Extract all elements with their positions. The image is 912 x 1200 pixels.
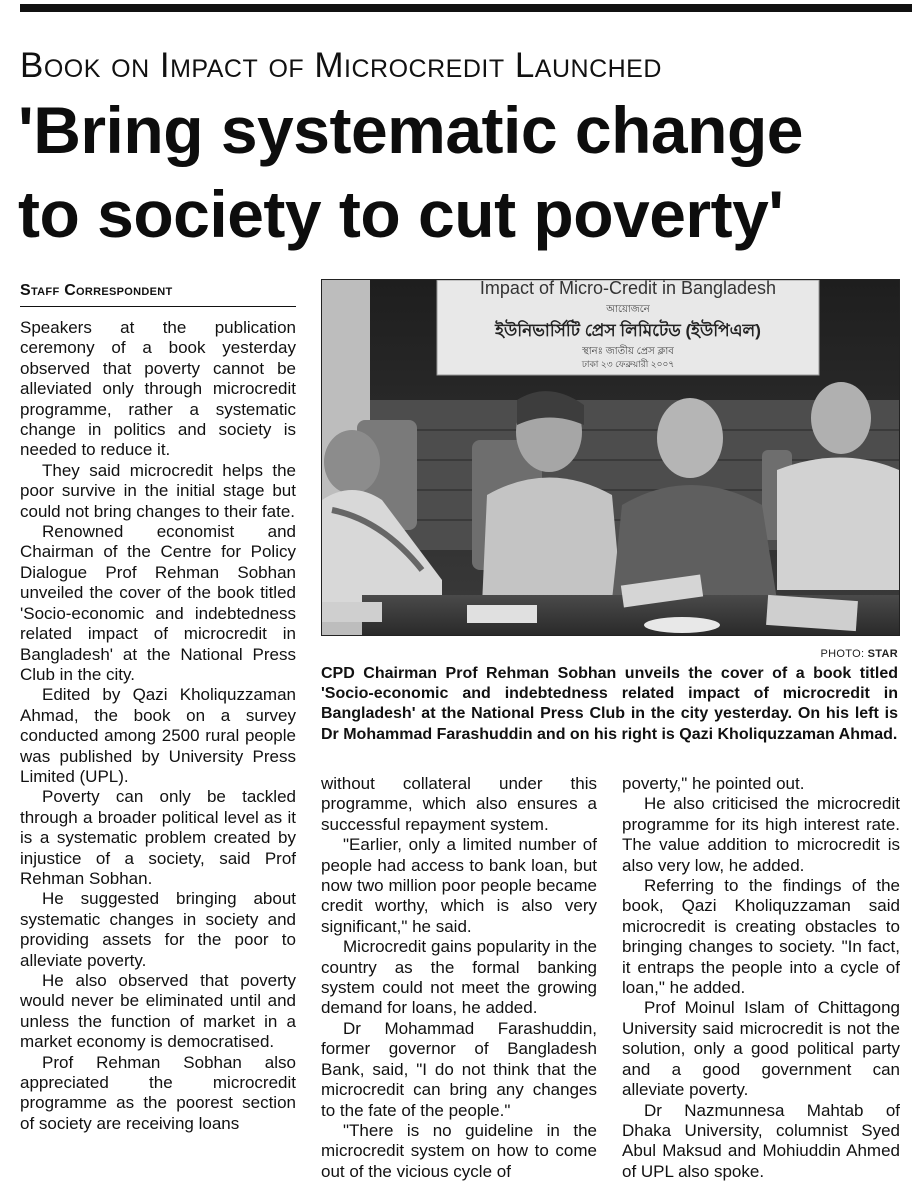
top-rule — [20, 4, 912, 12]
paragraph: "There is no guideline in the microcredit system on how to come out of the vicious cycle of — [321, 1120, 597, 1181]
headline-line-1: 'Bring systematic change — [18, 93, 803, 167]
paragraph: Edited by Qazi Kholiquzzaman Ahmad, the book on a survey conducted among 2500 rural people was published by University Press Limited (UPL). — [20, 685, 296, 786]
paragraph: Poverty can only be tackled through a broader political level as it is a systematic problem created by injustice of a society, said Prof Rehman Sobhan. — [20, 787, 296, 888]
paragraph: Prof Rehman Sobhan also appreciated the microcredit programme as the poorest section of society are receiving loans — [20, 1052, 296, 1133]
banner-line-3: ইউনিভার্সিটি প্রেস লিমিটেড (ইউপিএল) — [495, 321, 761, 340]
photo-credit-source: STAR — [867, 648, 898, 660]
paragraph: Microcredit gains popularity in the country as the formal banking system could not meet the growing demand for loans, he added. — [321, 937, 597, 1018]
banner-line-2: আয়োজনে — [606, 304, 650, 315]
kicker: Book on Impact of Microcredit Launched — [20, 46, 662, 85]
body-column-1 — [20, 318, 296, 1188]
byline: Staff Correspondent — [20, 282, 296, 307]
paragraph: Prof Moinul Islam of Chittagong University said microcredit is not the solution, only a good political party and a good government can alleviate poverty. — [622, 998, 900, 1100]
paragraph: He suggested bringing about systematic changes in society and providing assets for the poor to alleviate poverty. — [20, 889, 296, 970]
paragraph: Speakers at the publication ceremony of a book yesterday observed that poverty cannot be alleviated only through microcredit programme, rather a systematic change in politics and society is needed to reduce it. — [20, 318, 296, 460]
paragraph-continued: without collateral under this programme, which also ensures a successful repayment system. — [321, 774, 597, 834]
paragraph: Referring to the findings of the book, Qazi Kholiquzzaman said microcredit is creating obstacles to bringing changes to society. "In fact, it entraps the people into a cycle of loan," he added. — [622, 876, 900, 998]
headline-line-2: to society to cut poverty' — [18, 177, 784, 251]
body-column-3 — [622, 774, 900, 1190]
paragraph: Renowned economist and Chairman of the Centre for Policy Dialogue Prof Rehman Sobhan unveiled the cover of the book titled 'Socio-economic and indebtedness related impact of microcredit in Bangladesh' at the National Press Club in the city. — [20, 522, 296, 684]
photo-credit-prefix: PHOTO: — [820, 648, 868, 660]
paragraph: Dr Mohammad Farashuddin, former governor of Bangladesh Bank, said, "I do not think that the microcredit can bring any changes to the fate of the people." — [321, 1018, 597, 1120]
photo-caption: CPD Chairman Prof Rehman Sobhan unveils the cover of a book titled 'Socio-economic and indebtedness related impact of microcredit in Bangladesh' at the National Press Club in the city yesterday. On his left is Dr Mohammad Farashuddin and on his right is Qazi Kholiquzzaman Ahmad. — [321, 665, 898, 743]
photo-credit — [700, 648, 898, 660]
body-column-2 — [321, 774, 597, 1190]
paragraph: They said microcredit helps the poor survive in the initial stage but could not bring changes to their fate. — [20, 460, 296, 521]
banner-line-5: ঢাকা ২৩ ফেব্রুয়ারী ২০০৭ — [581, 359, 675, 369]
paragraph: "Earlier, only a limited number of people had access to bank loan, but now two million poor people became credit worthy, which is also very significant," he said. — [321, 835, 597, 936]
paragraph: Dr Nazmunnesa Mahtab of Dhaka University, columnist Syed Abul Maksud and Mohiuddin Ahmed of UPL also spoke. — [622, 1100, 900, 1181]
headline — [18, 88, 910, 256]
paragraph: He also observed that poverty would never be eliminated until and unless the function of market in a market economy is democratised. — [20, 971, 296, 1052]
press-photo — [321, 279, 900, 636]
banner-line-1: Impact of Micro-Credit in Bangladesh — [479, 280, 777, 298]
paragraph: He also criticised the microcredit programme for its high interest rate. The value addition to microcredit is also very low, he added. — [622, 794, 900, 875]
paragraph-continued: poverty," he pointed out. — [622, 774, 805, 793]
banner-line-4: স্থানঃ জাতীয় প্রেস ক্লাব — [582, 346, 674, 357]
